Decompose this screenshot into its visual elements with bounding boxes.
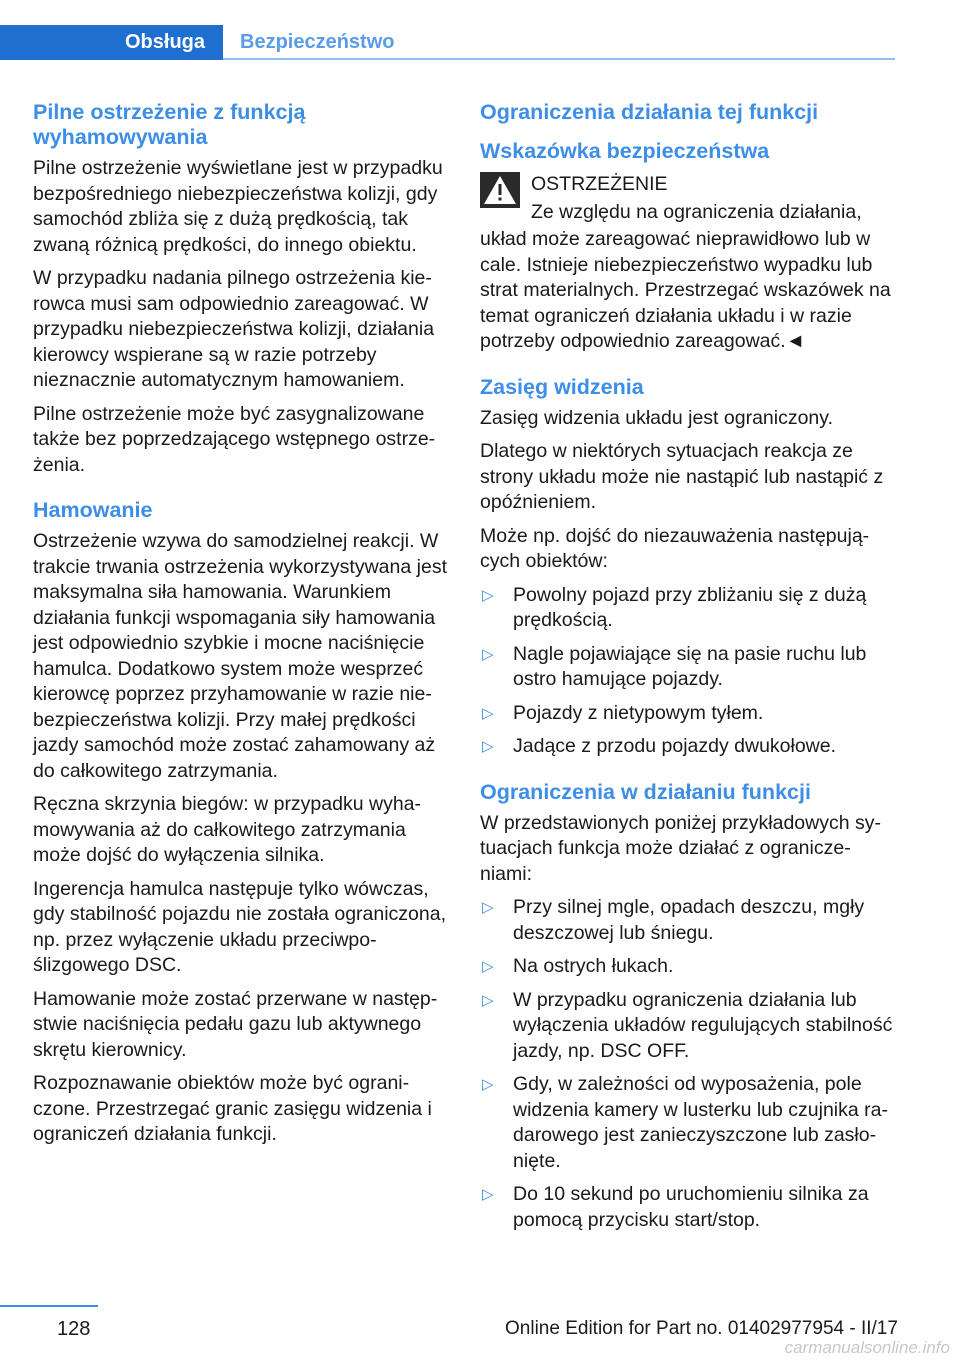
tab-bezpieczenstwo-label: Bezpieczeństwo xyxy=(240,31,395,53)
bullet-icon: ▷ xyxy=(482,586,494,604)
list-item: ▷ Pojazdy z nietypowym tyłem. xyxy=(480,701,895,727)
bullet-icon: ▷ xyxy=(482,991,494,1009)
paragraph: Pilne ostrzeżenie wyświetlane jest w przypadku bezpośredniego niebezpieczeństwa kolizji, gdy samochód zbliża się z dużą prędkością, tak zwaną różnicą prędkości, do innego obiektu. xyxy=(33,157,443,256)
list-item: ▷ Przy silnej mgle, opadach deszczu, mgły deszczowej lub śniegu. xyxy=(482,896,865,944)
warning-line-1: Ze względu na ograniczenia działania, xyxy=(531,200,862,223)
edition-text: Online Edition for Part no. 01402977954 - II/17 xyxy=(505,1318,898,1339)
paragraph: Pilne ostrzeżenie może być zasygnalizowane także bez poprzedzającego wstępnego ostrzeżenia. xyxy=(33,402,436,476)
heading-ograniczenia-w-dzialaniu: Ograniczenia w działaniu funkcji xyxy=(480,779,811,804)
paragraph: Dlatego w niektórych sytuacjach reakcja ze strony układu może nie nastąpić lub nastąpić z opóźnieniem. xyxy=(480,440,884,513)
heading-hamowanie: Hamowanie xyxy=(33,498,153,522)
footer-divider xyxy=(0,1305,98,1307)
list-item: ▷ Gdy, w zależności od wyposażenia, pole widzenia kamery w lusterku lub czujnika radarowego jest zanieczyszczone lub zasłonięte. xyxy=(482,1073,888,1172)
bullet-icon: ▷ xyxy=(482,1186,494,1203)
paragraph: Może np. dojść do niezauważenia następujących obiektów: xyxy=(480,524,870,572)
list-item: ▷ Na ostrych łukach. xyxy=(480,954,895,980)
left-column xyxy=(33,100,448,1156)
paragraph: W przedstawionych poniżej przykładowych sytuacjach funkcja może działać z ograniczeniami: xyxy=(480,811,881,885)
paragraph: Zasięg widzenia układu jest ograniczony. xyxy=(480,406,833,429)
list-limitations xyxy=(480,895,895,1233)
bullet-icon: ▷ xyxy=(482,958,494,975)
header-divider xyxy=(223,58,895,60)
bullet-icon: ▷ xyxy=(482,645,494,663)
paragraph: Rozpoznawanie obiektów może być ograniczone. Przestrzegać granic zasięgu widzenia i ograniczeń działania funkcji. xyxy=(33,1072,432,1145)
bullet-icon: ▷ xyxy=(482,704,494,722)
warning-triangle-icon xyxy=(480,172,520,208)
warning-box xyxy=(480,172,895,355)
warning-text: układ może zareagować nieprawidłowo lub w cale. Istnieje niebezpieczeństwo wypadku lub strat materialnych. Przestrzegać wskazówek na temat ograniczeń działania układu i w razie potrzeby odpowiednio zareagować.◄ xyxy=(480,228,891,352)
bullet-icon: ▷ xyxy=(482,1076,494,1093)
tab-bezpieczenstwo[interactable] xyxy=(240,25,394,60)
paragraph: W przypadku nadania pilnego ostrzeżenia kierowca musi sam odpowiednio zareagować. W przypadku niebezpieczeństwa kolizji, działania kierowcy wspierane są w razie potrzeby nieznacznie automatycznym hamowaniem. xyxy=(33,267,435,391)
right-column xyxy=(480,100,895,1241)
bullet-icon: ▷ xyxy=(482,738,494,755)
list-item: ▷ W przypadku ograniczenia działania lub wyłączenia układów regulujących stabilność jazdy, np. DSC OFF. xyxy=(482,988,893,1062)
paragraph: Ręczna skrzynia biegów: w przypadku wyhamowywania aż do całkowitego zatrzymania może dojść do wyłączenia silnika. xyxy=(33,793,422,866)
list-item: ▷ Nagle pojawiające się na pasie ruchu lub ostro hamujące pojazdy. xyxy=(482,642,867,690)
warning-title: OSTRZEŻENIE xyxy=(531,173,668,195)
bullet-icon: ▷ xyxy=(482,899,494,916)
watermark: carmanualsonline.info xyxy=(784,1338,950,1357)
list-item: ▷ Jadące z przodu pojazdy dwukołowe. xyxy=(480,734,895,760)
header-tabs xyxy=(0,25,895,62)
heading-pilne-ostrzezenie: Pilne ostrzeżenie z funkcją wyhamowywania xyxy=(33,100,306,149)
tab-obsluga[interactable] xyxy=(0,25,223,60)
list-item: ▷ Do 10 sekund po uruchomieniu silnika za pomocą przycisku start/stop. xyxy=(482,1183,869,1231)
heading-ograniczenia-dzialania: Ograniczenia działania tej funkcji xyxy=(480,100,819,124)
paragraph: Ingerencja hamulca następuje tylko wówczas, gdy stabilność pojazdu nie została ograniczona, np. przez wyłączenie układu przeciwpoślizgowego DSC. xyxy=(33,877,447,976)
tab-obsluga-label: Obsługa xyxy=(124,31,205,53)
list-objects xyxy=(480,583,895,760)
page-number: 128 xyxy=(57,1318,91,1340)
paragraph: Hamowanie może zostać przerwane w następstwie naciśnięcia pedału gazu lub aktywnego skrętu kierownicy. xyxy=(33,987,438,1061)
paragraph: Ostrzeżenie wzywa do samodzielnej reakcji. W trakcie trwania ostrzeżenia wykorzystywana jest maksymalna siła hamowania. Warunkiem działania funkcji wspomagania siły hamowania jest odpowiednio szybkie i mocne naciśnięcie hamulca. Dodatkowo system może wesprzeć kierowcę poprzez przyhamowanie w razie niebezpieczeństwa kolizji. Przy małej prędkości jazdy samochód może zostać zahamowany aż do całkowitego zatrzymania. xyxy=(33,530,447,782)
heading-wskazowka: Wskazówka bezpieczeństwa xyxy=(480,139,770,163)
heading-zasieg-widzenia: Zasięg widzenia xyxy=(480,374,644,399)
list-item: ▷ Powolny pojazd przy zbliżaniu się z dużą prędkością. xyxy=(482,583,867,631)
